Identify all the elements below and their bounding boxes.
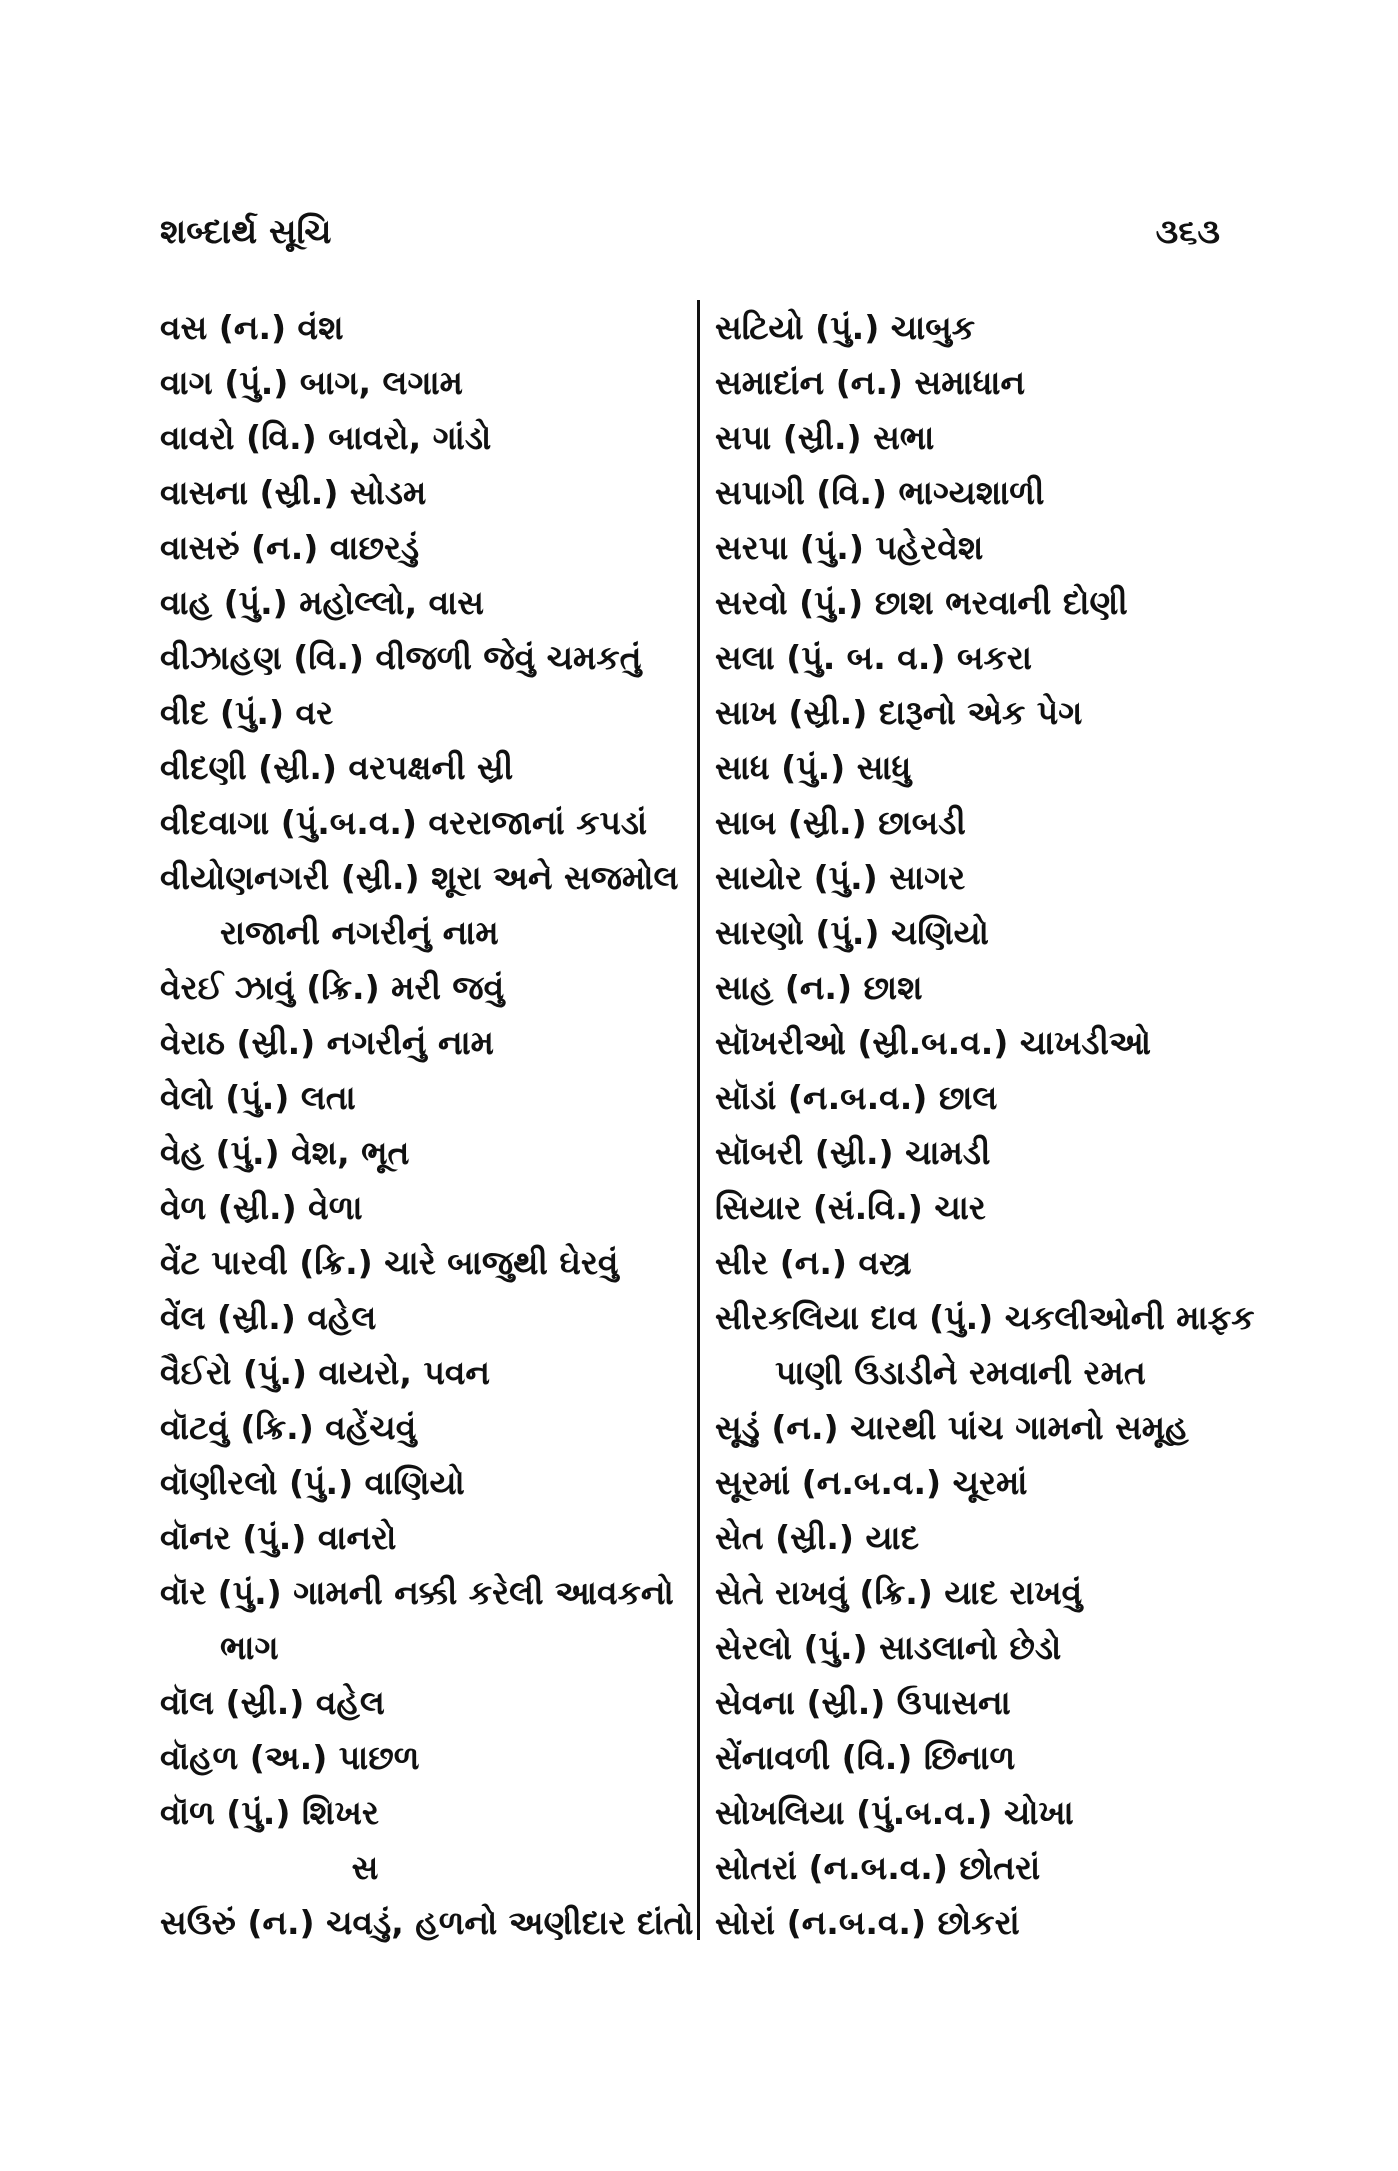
glossary-entry: સરપા (પું.) પહેરવેશ	[715, 528, 984, 567]
glossary-entry: સઉરું (ન.) ચવડું, હળનો અણીદાર દાંતો	[160, 1903, 694, 1942]
glossary-entry: વીદવાગા (પું.બ.વ.) વરરાજાનાં કપડાં	[160, 803, 648, 842]
glossary-entry: વાસના (સ્રી.) સોડમ	[160, 473, 427, 512]
glossary-entry: સૉબરી (સ્રી.) ચામડી	[715, 1133, 991, 1172]
glossary-entry: સપાગી (વિ.) ભાગ્યશાળી	[715, 473, 1045, 512]
right-column	[715, 300, 1255, 1950]
glossary-entry: સલા (પું. બ. વ.) બકરા	[715, 638, 1032, 677]
glossary-entry: વીદ (પું.) વર	[160, 693, 334, 732]
entry-continuation: રાજાની નગરીનું નામ	[220, 913, 499, 952]
glossary-entry: વેંટ પારવી (ક્રિ.) ચારે બાજુથી ઘેરવું	[160, 1243, 619, 1282]
glossary-entry: સૂરમાં (ન.બ.વ.) ચૂરમાં	[715, 1463, 1028, 1502]
glossary-entry: વૉટવું (ક્રિ.) વહેંચવું	[160, 1408, 417, 1447]
glossary-entry: વેળ (સ્રી.) વેળા	[160, 1188, 363, 1227]
glossary-entry: સમાદાંન (ન.) સમાધાન	[715, 363, 1026, 402]
glossary-entry: સોતરાં (ન.બ.વ.) છોતરાં	[715, 1848, 1041, 1887]
glossary-entry: વૉહળ (અ.) પાછળ	[160, 1738, 420, 1777]
glossary-entry: સાહ (ન.) છાશ	[715, 968, 923, 1007]
glossary-entry: વૉલ (સ્રી.) વહેલ	[160, 1683, 385, 1722]
glossary-entry: વાહ (પું.) મહોલ્લો, વાસ	[160, 583, 484, 622]
glossary-entry: વૉણીરલો (પું.) વાણિયો	[160, 1463, 465, 1502]
glossary-entry: સેત (સ્રી.) યાદ	[715, 1518, 920, 1557]
glossary-entry: સૉખરીઓ (સ્રી.બ.વ.) ચાખડીઓ	[715, 1023, 1151, 1062]
glossary-entry: સટિયો (પું.) ચાબુક	[715, 308, 976, 347]
glossary-entry: સૂડું (ન.) ચારથી પાંચ ગામનો સમૂહ	[715, 1408, 1189, 1447]
glossary-entry: વેંલ (સ્રી.) વહેલ	[160, 1298, 377, 1337]
section-letter: સ	[351, 1848, 379, 1887]
glossary-entry: વેહ (પું.) વેશ, ભૂત	[160, 1133, 410, 1172]
page-number: ૩૬૩	[1155, 212, 1220, 252]
glossary-entry: સોરાં (ન.બ.વ.) છોકરાં	[715, 1903, 1020, 1942]
glossary-entry: સોખલિયા (પું.બ.વ.) ચોખા	[715, 1793, 1074, 1832]
glossary-entry: સાખ (સ્રી.) દારૂનો એક પેગ	[715, 693, 1083, 732]
left-column	[160, 300, 700, 1950]
glossary-entry: વૈઈરો (પું.) વાયરો, પવન	[160, 1353, 491, 1392]
entry-continuation: ભાગ	[220, 1628, 279, 1667]
glossary-entry: સરવો (પું.) છાશ ભરવાની દોણી	[715, 583, 1128, 622]
glossary-entry: વીઝાહણ (વિ.) વીજળી જેવું ચમકતું	[160, 638, 642, 677]
glossary-entry: વાવરો (વિ.) બાવરો, ગાંડો	[160, 418, 492, 457]
glossary-entry: વીદણી (સ્રી.) વરપક્ષની સ્રી	[160, 748, 514, 787]
glossary-entry: વેરઈ ઝાવું (ક્રિ.) મરી જવું	[160, 968, 505, 1007]
glossary-entry: સૉડાં (ન.બ.વ.) છાલ	[715, 1078, 998, 1117]
glossary-entry: વાસરું (ન.) વાછરડું	[160, 528, 420, 567]
entry-continuation: પાણી ઉડાડીને રમવાની રમત	[775, 1353, 1146, 1392]
page-title: શબ્દાર્થ સૂચિ	[160, 212, 332, 252]
glossary-entry: સીર (ન.) વસ્ત્ર	[715, 1243, 912, 1282]
glossary-entry: સાયોર (પું.) સાગર	[715, 858, 966, 897]
glossary-entry: વીયોણનગરી (સ્રી.) શૂરા અને સજમોલ	[160, 858, 679, 897]
glossary-entry: સેવના (સ્રી.) ઉપાસના	[715, 1683, 1011, 1722]
glossary-entry: સાધ (પું.) સાધુ	[715, 748, 912, 787]
glossary-entry: સારણો (પું.) ચણિયો	[715, 913, 989, 952]
glossary-entry: સેતે રાખવું (ક્રિ.) યાદ રાખવું	[715, 1573, 1083, 1612]
glossary-entry: સીરકલિયા દાવ (પું.) ચકલીઓની માફક	[715, 1298, 1255, 1337]
glossary-entry: વેરાઠ (સ્રી.) નગરીનું નામ	[160, 1023, 494, 1062]
glossary-entry: વૉનર (પું.) વાનરો	[160, 1518, 397, 1557]
glossary-entry: વૉર (પું.) ગામની નક્કી કરેલી આવકનો	[160, 1573, 674, 1612]
glossary-entry: વૉળ (પું.) શિખર	[160, 1793, 379, 1832]
glossary-entry: વાગ (પું.) બાગ, લગામ	[160, 363, 463, 402]
glossary-entry: સેંનાવળી (વિ.) છિનાળ	[715, 1738, 1016, 1777]
glossary-entry: સિયાર (સં.વિ.) ચાર	[715, 1188, 986, 1227]
glossary-entry: વસ (ન.) વંશ	[160, 308, 344, 347]
glossary-entry: સાબ (સ્રી.) છાબડી	[715, 803, 966, 842]
page-header	[160, 212, 1220, 272]
glossary-entry: સપા (સ્રી.) સભા	[715, 418, 935, 457]
glossary-entry: વેલો (પું.) લતા	[160, 1078, 356, 1117]
column-divider	[697, 300, 700, 1940]
glossary-entry: સેરલો (પું.) સાડલાનો છેડો	[715, 1628, 1062, 1667]
